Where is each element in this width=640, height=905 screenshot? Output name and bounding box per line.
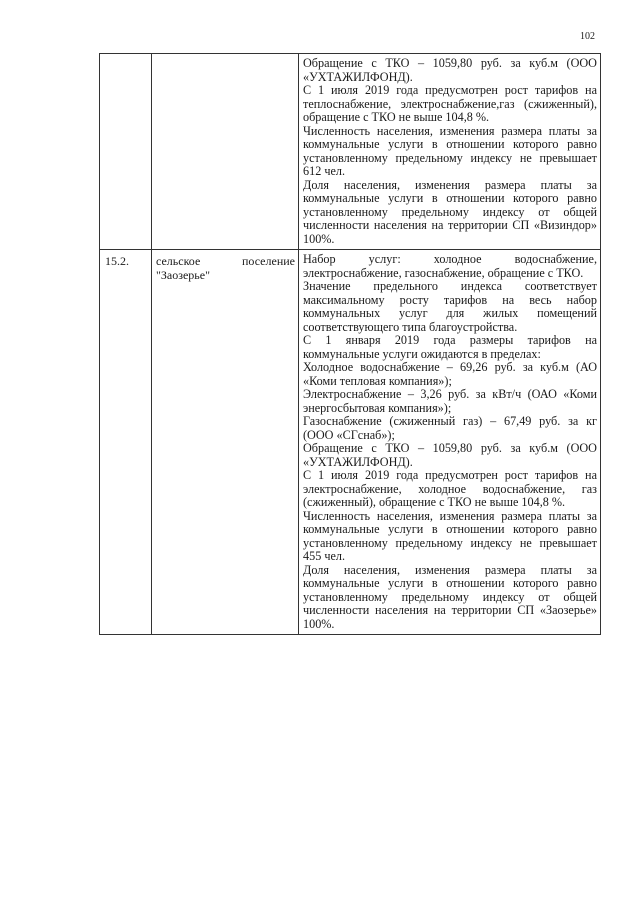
paragraph: Доля населения, изменения размера платы за коммунальные услуги в отношении которого равно установленному предельному индексу от общей численности населения на территории СП «Визиндор» 100%. <box>303 177 597 246</box>
description-cell <box>299 250 601 635</box>
settlement-name-line1: сельское поселение <box>156 254 295 268</box>
table-row <box>100 54 601 250</box>
paragraph: Численность населения, изменения размера платы за коммунальные услуги в отношении которого равно установленному предельному индексу не превышает 455 чел. <box>303 508 597 563</box>
description-cell <box>299 54 601 250</box>
paragraph: Обращение с ТКО – 1059,80 руб. за куб.м (ООО «УХТАЖИЛФОНД). <box>303 441 597 469</box>
paragraph: С 1 января 2019 года размеры тарифов на коммунальные услуги ожидаются в пределах: <box>303 333 597 361</box>
paragraph: С 1 июля 2019 года предусмотрен рост тарифов на электроснабжение, холодное водоснабжение, газ (сжиженный), обращение с ТКО не выше 104,8 %. <box>303 468 597 509</box>
settlement-name-cell <box>152 54 299 250</box>
paragraph: Численность населения, изменения размера платы за коммунальные услуги в отношении которого равно установленному предельному индексу не превышает 612 чел. <box>303 123 597 178</box>
paragraph: Холодное водоснабжение – 69,26 руб. за куб.м (АО «Коми тепловая компания»); <box>303 360 597 388</box>
paragraph: Значение предельного индекса соответствует максимальному росту тарифов на весь набор коммунальных услуг для жилых помещений соответствующего типа благоустройства. <box>303 279 597 334</box>
row-number-cell: 15.2. <box>100 250 152 635</box>
settlement-name-line2: "Заозерье" <box>156 268 210 282</box>
paragraph: Электроснабжение – 3,26 руб. за кВт/ч (ОАО «Коми энергосбытовая компания»); <box>303 387 597 415</box>
tariff-table <box>99 53 601 635</box>
paragraph: Обращение с ТКО – 1059,80 руб. за куб.м (ООО «УХТАЖИЛФОНД). <box>303 56 597 84</box>
paragraph: Набор услуг: холодное водоснабжение, электроснабжение, газоснабжение, обращение с ТКО. <box>303 252 597 280</box>
page-number: 102 <box>580 31 595 42</box>
table-row <box>100 250 601 635</box>
settlement-name-cell <box>152 250 299 635</box>
paragraph: Газоснабжение (сжиженный газ) – 67,49 руб. за кг (ООО «СГснаб»); <box>303 414 597 442</box>
paragraph: С 1 июля 2019 года предусмотрен рост тарифов на теплоснабжение, электроснабжение,газ (сжиженный), обращение с ТКО не выше 104,8 %. <box>303 83 597 124</box>
paragraph: Доля населения, изменения размера платы за коммунальные услуги в отношении которого равно установленному предельному индексу от общей численности населения на территории СП «Заозерье» 100%. <box>303 562 597 631</box>
row-number-cell <box>100 54 152 250</box>
